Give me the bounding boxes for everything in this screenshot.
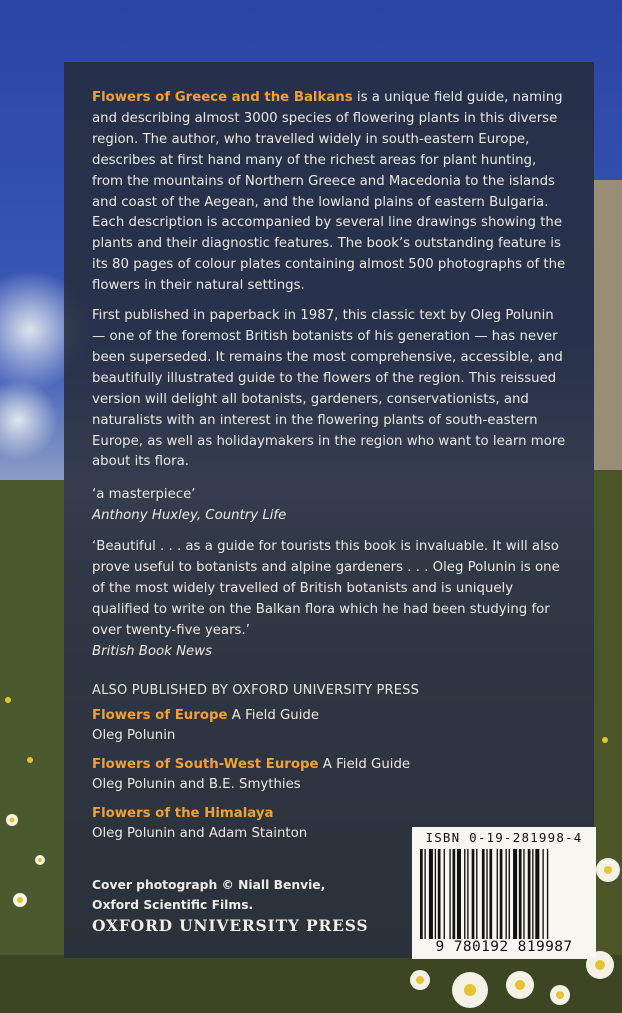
- related-book-subtitle: A Field Guide: [227, 707, 320, 723]
- review-source: British Book News: [92, 643, 213, 659]
- barcode-bar: [547, 849, 548, 939]
- related-book-author: Oleg Polunin: [92, 728, 176, 744]
- related-book: [92, 706, 566, 747]
- barcode-bar: [457, 849, 461, 939]
- barcode-bars: [418, 849, 586, 939]
- barcode-bar: [532, 849, 533, 939]
- description-paragraph: [92, 88, 566, 297]
- related-book: [92, 755, 566, 796]
- publisher-name: OXFORD UNIVERSITY PRESS: [92, 916, 369, 935]
- photo-credit-line: Oxford Scientific Films.: [92, 898, 254, 913]
- related-book-title: Flowers of South-West Europe: [92, 756, 319, 772]
- description-text: is a unique field guide, naming and describing almost 3000 species of flowering plants in this diverse region. The author, who travelled widely in south-eastern Europe, describes at first hand many of the richest areas for plant hunting, from the mountains of Northern Greece and Macedonia to the islands and coast of the Aegean, and the lowland plains of eastern Bulgaria. Each description is accompanied by several line drawings showing the plants and their diagnostic features. The book’s outstanding feature is its 80 pages of colour plates containing almost 500 photographs of the flowers in their natural settings.: [92, 90, 566, 294]
- photo-credit-line: Cover photograph © Niall Benvie,: [92, 877, 326, 892]
- book-title-highlight: Flowers of Greece and the Balkans: [92, 90, 353, 105]
- barcode-bar: [542, 849, 543, 939]
- ean-number: 9 780192 819987: [419, 939, 589, 955]
- barcode-bar: [429, 849, 433, 939]
- barcode-bar: [513, 849, 517, 939]
- isbn-barcode: [412, 827, 596, 959]
- also-published-heading: ALSO PUBLISHED BY OXFORD UNIVERSITY PRESS: [92, 682, 420, 698]
- barcode-bar: [449, 849, 450, 939]
- barcode-bar: [509, 849, 510, 939]
- barcode-bar: [506, 849, 507, 939]
- barcode-bar: [444, 849, 445, 939]
- isbn-label: ISBN 0-19-281998-4: [425, 830, 583, 845]
- back-cover-text-panel: [64, 62, 594, 958]
- barcode-bar: [500, 849, 503, 939]
- barcode-bar: [424, 849, 425, 939]
- review-quote: ‘Beautiful . . . as a guide for tourists this book is invaluable. It will also prove useful to botanists and alpine gardeners . . . Oleg Polunin is one of the most widely travelled of British botanists and is uniquely qualified to write on the Balkan flora which he had been studying for over twenty-five years.’: [92, 539, 560, 638]
- barcode-bar: [464, 849, 465, 939]
- barcode-bar: [420, 849, 423, 939]
- related-book-author: Oleg Polunin and B.E. Smythies: [92, 777, 301, 793]
- related-book-subtitle: A Field Guide: [318, 756, 411, 772]
- barcode-bar: [482, 849, 485, 939]
- related-book-title: Flowers of the Himalaya: [92, 805, 274, 821]
- related-book-author: Oleg Polunin and Adam Stainton: [92, 826, 308, 842]
- barcode-bar: [486, 849, 487, 939]
- barcode-bar: [489, 849, 492, 939]
- barcode-bar: [438, 849, 441, 939]
- review-1: [92, 485, 566, 527]
- barcode-bar: [476, 849, 477, 939]
- review-2: [92, 537, 566, 662]
- barcode-bar: [453, 849, 456, 939]
- barcode-bar: [519, 849, 522, 939]
- barcode-bar: [497, 849, 498, 939]
- publication-paragraph: First published in paperback in 1987, this classic text by Oleg Polunin — one of the foremost British botanists of his generation — has never been superseded. It remains the most comprehensive, accessible, and beautifully illustrated guide to the flowers of the region. This reissued version will delight all botanists, gardeners, conservationists, and naturalists with an interest in the flowering plants of south-eastern Europe, as well as holidaymakers in the region who want to learn more about its flora.: [92, 308, 566, 470]
- barcode-bar: [535, 849, 539, 939]
- barcode-bar: [472, 849, 475, 939]
- barcode-bar: [528, 849, 531, 939]
- review-quote: ‘a masterpiece’: [92, 487, 196, 503]
- barcode-bar: [435, 849, 436, 939]
- related-book-title: Flowers of Europe: [92, 707, 228, 723]
- review-source: Anthony Huxley, Country Life: [92, 508, 287, 524]
- barcode-bar: [467, 849, 468, 939]
- barcode-bar: [523, 849, 524, 939]
